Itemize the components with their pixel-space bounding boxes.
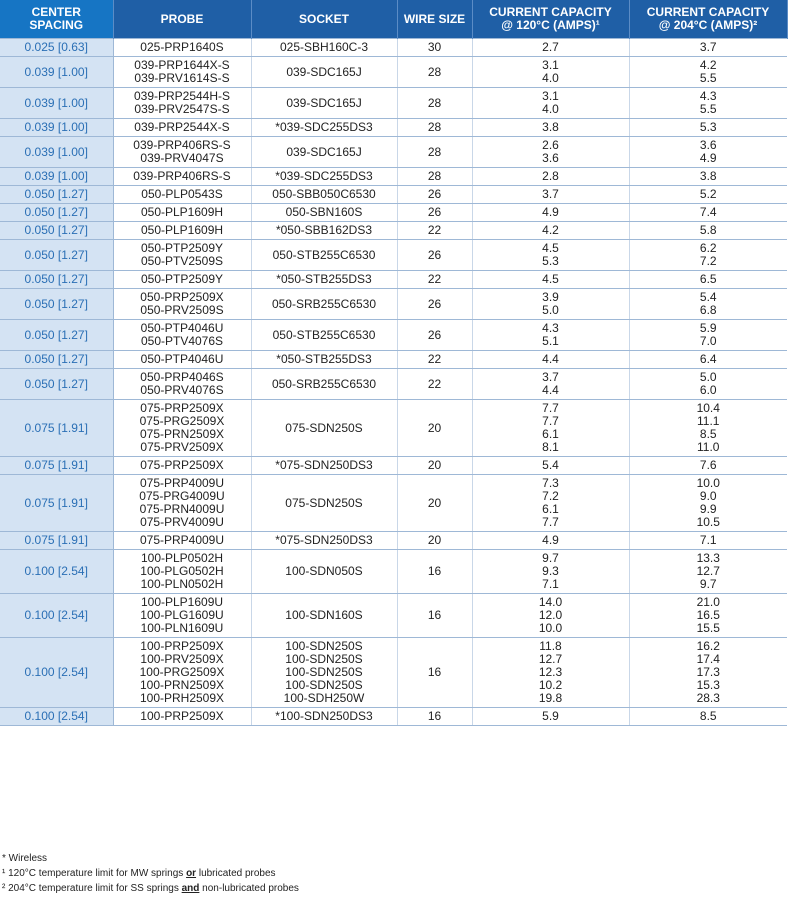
- cell-capacity-204: 8.5: [629, 708, 787, 726]
- cell-capacity-120: 4.2: [472, 222, 629, 240]
- cell-center-spacing: 0.025 [0.63]: [0, 39, 113, 57]
- table-row: [0, 137, 787, 168]
- table-row: [0, 638, 787, 708]
- cell-wire-size: 16: [397, 594, 472, 638]
- cell-probe: 039-PRP406RS-S: [113, 168, 251, 186]
- cell-probe: 050-PTP2509Y 050-PTV2509S: [113, 240, 251, 271]
- cell-socket: *075-SDN250DS3: [251, 457, 397, 475]
- cell-capacity-120: 9.7 9.3 7.1: [472, 550, 629, 594]
- cell-capacity-120: 11.8 12.7 12.3 10.2 19.8: [472, 638, 629, 708]
- cell-socket: 050-STB255C6530: [251, 240, 397, 271]
- cell-capacity-120: 3.7 4.4: [472, 369, 629, 400]
- cell-capacity-204: 3.8: [629, 168, 787, 186]
- header-socket: SOCKET: [251, 0, 397, 39]
- header-capacity-204: CURRENT CAPACITY @ 204°C (AMPS)²: [629, 0, 787, 39]
- cell-socket: *039-SDC255DS3: [251, 119, 397, 137]
- cell-capacity-120: 2.7: [472, 39, 629, 57]
- cell-socket: 100-SDN050S: [251, 550, 397, 594]
- cell-wire-size: 16: [397, 550, 472, 594]
- cell-probe: 039-PRP1644X-S 039-PRV1614S-S: [113, 57, 251, 88]
- cell-wire-size: 30: [397, 39, 472, 57]
- cell-probe: 050-PTP2509Y: [113, 271, 251, 289]
- cell-capacity-120: 7.3 7.2 6.1 7.7: [472, 475, 629, 532]
- footnote-2-text: ² 204°C temperature limit for SS springs: [2, 883, 182, 894]
- cell-capacity-120: 4.3 5.1: [472, 320, 629, 351]
- cell-capacity-204: 5.4 6.8: [629, 289, 787, 320]
- cell-probe: 050-PLP0543S: [113, 186, 251, 204]
- cell-socket: *100-SDN250DS3: [251, 708, 397, 726]
- cell-socket: 050-SRB255C6530: [251, 289, 397, 320]
- cell-capacity-204: 6.4: [629, 351, 787, 369]
- cell-center-spacing: 0.050 [1.27]: [0, 186, 113, 204]
- cell-capacity-120: 5.9: [472, 708, 629, 726]
- header-probe: PROBE: [113, 0, 251, 39]
- cell-capacity-120: 4.5 5.3: [472, 240, 629, 271]
- cell-probe: 075-PRP4009U 075-PRG4009U 075-PRN4009U 075-PRV4009U: [113, 475, 251, 532]
- cell-center-spacing: 0.075 [1.91]: [0, 475, 113, 532]
- cell-capacity-120: 3.1 4.0: [472, 57, 629, 88]
- cell-capacity-204: 10.0 9.0 9.9 10.5: [629, 475, 787, 532]
- cell-capacity-120: 3.9 5.0: [472, 289, 629, 320]
- cell-capacity-120: 4.9: [472, 532, 629, 550]
- cell-socket: *050-STB255DS3: [251, 271, 397, 289]
- header-capacity-120: CURRENT CAPACITY @ 120°C (AMPS)¹: [472, 0, 629, 39]
- cell-wire-size: 28: [397, 88, 472, 119]
- cell-wire-size: 28: [397, 119, 472, 137]
- cell-capacity-120: 3.7: [472, 186, 629, 204]
- cell-wire-size: 28: [397, 57, 472, 88]
- cell-probe: 100-PLP0502H 100-PLG0502H 100-PLN0502H: [113, 550, 251, 594]
- cell-capacity-204: 5.3: [629, 119, 787, 137]
- cell-center-spacing: 0.050 [1.27]: [0, 351, 113, 369]
- cell-probe: 025-PRP1640S: [113, 39, 251, 57]
- table-row: [0, 457, 787, 475]
- footnote-2: [2, 881, 299, 896]
- cell-capacity-204: 7.1: [629, 532, 787, 550]
- table-row: [0, 186, 787, 204]
- cell-capacity-120: 4.5: [472, 271, 629, 289]
- cell-wire-size: 26: [397, 289, 472, 320]
- cell-probe: 050-PRP4046S 050-PRV4076S: [113, 369, 251, 400]
- table-row: [0, 204, 787, 222]
- cell-center-spacing: 0.039 [1.00]: [0, 88, 113, 119]
- cell-wire-size: 26: [397, 186, 472, 204]
- cell-socket: 039-SDC165J: [251, 88, 397, 119]
- cell-wire-size: 16: [397, 638, 472, 708]
- cell-socket: 050-SBB050C6530: [251, 186, 397, 204]
- cell-center-spacing: 0.100 [2.54]: [0, 708, 113, 726]
- cell-wire-size: 22: [397, 351, 472, 369]
- cell-capacity-120: 14.0 12.0 10.0: [472, 594, 629, 638]
- table-row: [0, 320, 787, 351]
- cell-center-spacing: 0.050 [1.27]: [0, 369, 113, 400]
- cell-socket: 075-SDN250S: [251, 475, 397, 532]
- cell-capacity-120: 4.9: [472, 204, 629, 222]
- cell-center-spacing: 0.039 [1.00]: [0, 168, 113, 186]
- cell-wire-size: 28: [397, 137, 472, 168]
- cell-center-spacing: 0.075 [1.91]: [0, 457, 113, 475]
- table-row: [0, 39, 787, 57]
- cell-capacity-120: 2.6 3.6: [472, 137, 629, 168]
- table-row: [0, 369, 787, 400]
- cell-socket: 050-SBN160S: [251, 204, 397, 222]
- cell-wire-size: 20: [397, 475, 472, 532]
- cell-wire-size: 16: [397, 708, 472, 726]
- cell-probe: 050-PTP4046U 050-PTV4076S: [113, 320, 251, 351]
- cell-wire-size: 22: [397, 271, 472, 289]
- cell-capacity-204: 6.5: [629, 271, 787, 289]
- footnote-wireless: * Wireless: [2, 853, 48, 864]
- footnote-2-text-end: non-lubricated probes: [199, 883, 299, 894]
- cell-socket: 039-SDC165J: [251, 57, 397, 88]
- table-row: [0, 550, 787, 594]
- cell-socket: 025-SBH160C-3: [251, 39, 397, 57]
- cell-capacity-120: 4.4: [472, 351, 629, 369]
- cell-center-spacing: 0.100 [2.54]: [0, 638, 113, 708]
- cell-capacity-204: 3.7: [629, 39, 787, 57]
- cell-capacity-204: 13.3 12.7 9.7: [629, 550, 787, 594]
- cell-capacity-204: 5.9 7.0: [629, 320, 787, 351]
- cell-capacity-204: 6.2 7.2: [629, 240, 787, 271]
- cell-probe: 050-PLP1609H: [113, 204, 251, 222]
- cell-wire-size: 20: [397, 532, 472, 550]
- table-row: [0, 119, 787, 137]
- cell-center-spacing: 0.050 [1.27]: [0, 240, 113, 271]
- table-row: [0, 289, 787, 320]
- footnote-1-text-end: lubricated probes: [196, 868, 276, 879]
- cell-socket: 075-SDN250S: [251, 400, 397, 457]
- cell-capacity-204: 4.2 5.5: [629, 57, 787, 88]
- cell-center-spacing: 0.039 [1.00]: [0, 57, 113, 88]
- cell-center-spacing: 0.075 [1.91]: [0, 400, 113, 457]
- cell-center-spacing: 0.100 [2.54]: [0, 550, 113, 594]
- cell-probe: 039-PRP2544X-S: [113, 119, 251, 137]
- table-row: [0, 57, 787, 88]
- cell-center-spacing: 0.050 [1.27]: [0, 204, 113, 222]
- cell-center-spacing: 0.075 [1.91]: [0, 532, 113, 550]
- cell-probe: 039-PRP2544H-S 039-PRV2547S-S: [113, 88, 251, 119]
- cell-capacity-204: 10.4 11.1 8.5 11.0: [629, 400, 787, 457]
- cell-socket: *050-SBB162DS3: [251, 222, 397, 240]
- table-row: [0, 271, 787, 289]
- cell-socket: *050-STB255DS3: [251, 351, 397, 369]
- cell-center-spacing: 0.050 [1.27]: [0, 320, 113, 351]
- cell-wire-size: 28: [397, 168, 472, 186]
- cell-capacity-120: 3.1 4.0: [472, 88, 629, 119]
- cell-capacity-204: 5.8: [629, 222, 787, 240]
- cell-center-spacing: 0.039 [1.00]: [0, 137, 113, 168]
- table-row: [0, 222, 787, 240]
- cell-wire-size: 22: [397, 222, 472, 240]
- cell-center-spacing: 0.039 [1.00]: [0, 119, 113, 137]
- cell-capacity-204: 3.6 4.9: [629, 137, 787, 168]
- cell-wire-size: 22: [397, 369, 472, 400]
- cell-probe: 100-PLP1609U 100-PLG1609U 100-PLN1609U: [113, 594, 251, 638]
- cell-wire-size: 26: [397, 240, 472, 271]
- cell-socket: 100-SDN160S: [251, 594, 397, 638]
- header-center-spacing: CENTER SPACING: [0, 0, 113, 39]
- table-header-row: [0, 0, 787, 39]
- cell-center-spacing: 0.050 [1.27]: [0, 289, 113, 320]
- cell-probe: 075-PRP2509X: [113, 457, 251, 475]
- table-row: [0, 168, 787, 186]
- cell-probe: 100-PRP2509X 100-PRV2509X 100-PRG2509X 100-PRN2509X 100-PRH2509X: [113, 638, 251, 708]
- footnote-1-text: ¹ 120°C temperature limit for MW springs: [2, 868, 187, 879]
- cell-wire-size: 26: [397, 320, 472, 351]
- cell-center-spacing: 0.100 [2.54]: [0, 594, 113, 638]
- cell-probe: 039-PRP406RS-S 039-PRV4047S: [113, 137, 251, 168]
- table-row: [0, 351, 787, 369]
- cell-capacity-204: 21.0 16.5 15.5: [629, 594, 787, 638]
- table-row: [0, 88, 787, 119]
- cell-socket: *039-SDC255DS3: [251, 168, 397, 186]
- table-row: [0, 240, 787, 271]
- cell-probe: 050-PLP1609H: [113, 222, 251, 240]
- footnote-1-emphasis: or: [186, 868, 197, 879]
- cell-socket: 050-SRB255C6530: [251, 369, 397, 400]
- footnotes: [2, 851, 299, 896]
- cell-probe: 100-PRP2509X: [113, 708, 251, 726]
- cell-center-spacing: 0.050 [1.27]: [0, 222, 113, 240]
- cell-socket: 039-SDC165J: [251, 137, 397, 168]
- cell-capacity-204: 5.2: [629, 186, 787, 204]
- cell-wire-size: 26: [397, 204, 472, 222]
- cell-capacity-204: 16.2 17.4 17.3 15.3 28.3: [629, 638, 787, 708]
- cell-capacity-204: 5.0 6.0: [629, 369, 787, 400]
- cell-capacity-120: 7.7 7.7 6.1 8.1: [472, 400, 629, 457]
- cell-capacity-204: 7.6: [629, 457, 787, 475]
- cell-probe: 075-PRP2509X 075-PRG2509X 075-PRN2509X 075-PRV2509X: [113, 400, 251, 457]
- footnote-2-emphasis: and: [181, 883, 200, 894]
- table-row: [0, 532, 787, 550]
- cell-wire-size: 20: [397, 457, 472, 475]
- cell-socket: 100-SDN250S 100-SDN250S 100-SDN250S 100-SDN250S 100-SDH250W: [251, 638, 397, 708]
- cell-probe: 075-PRP4009U: [113, 532, 251, 550]
- header-wire-size: WIRE SIZE: [397, 0, 472, 39]
- cell-socket: *075-SDN250DS3: [251, 532, 397, 550]
- cell-probe: 050-PTP4046U: [113, 351, 251, 369]
- cell-wire-size: 20: [397, 400, 472, 457]
- table-row: [0, 475, 787, 532]
- cell-capacity-204: 4.3 5.5: [629, 88, 787, 119]
- footnote-1: [2, 866, 299, 881]
- table-row: [0, 708, 787, 726]
- table-row: [0, 594, 787, 638]
- cell-probe: 050-PRP2509X 050-PRV2509S: [113, 289, 251, 320]
- cell-capacity-120: 5.4: [472, 457, 629, 475]
- table-row: [0, 400, 787, 457]
- cell-capacity-120: 3.8: [472, 119, 629, 137]
- cell-capacity-120: 2.8: [472, 168, 629, 186]
- cell-socket: 050-STB255C6530: [251, 320, 397, 351]
- cell-center-spacing: 0.050 [1.27]: [0, 271, 113, 289]
- cell-capacity-204: 7.4: [629, 204, 787, 222]
